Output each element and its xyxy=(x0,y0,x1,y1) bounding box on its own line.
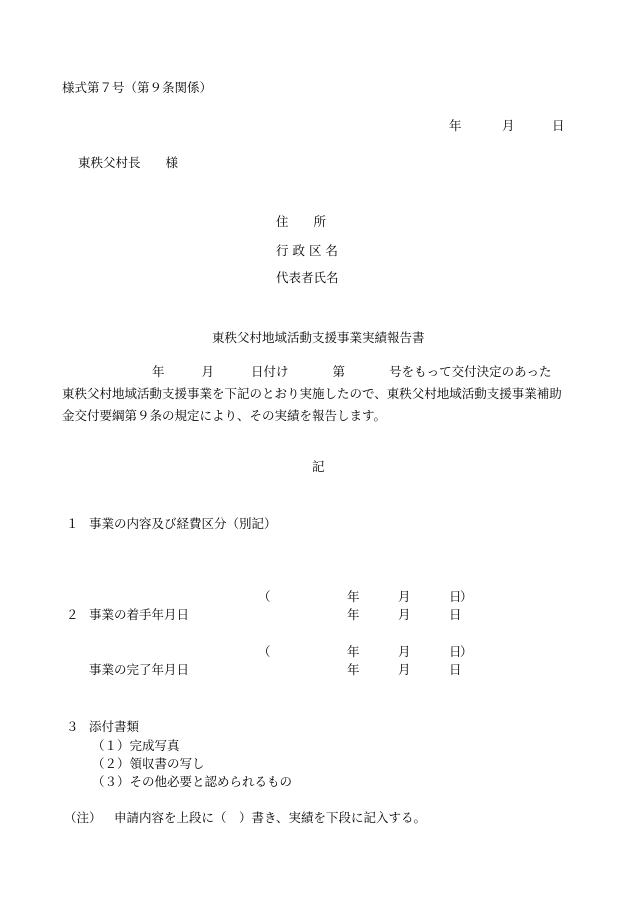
ki-mark: 記 xyxy=(312,459,325,474)
item2b-paren-open: （ xyxy=(258,644,271,659)
representative-label: 代表者氏名 xyxy=(276,270,339,285)
attachment-item-1: （１）完成写真 xyxy=(92,738,180,753)
item3-number: ３ xyxy=(66,719,79,734)
body-line-1: 年 月 日付け 第 号をもって交付決定のあった xyxy=(152,364,552,379)
body-line-2: 東秩父村地域活動支援事業を下記のとおり実施したので、東秩父村地域活動支援事業補助 xyxy=(62,386,562,401)
item1-number: １ xyxy=(66,516,79,531)
form-number: 様式第７号（第９条関係） xyxy=(62,80,213,95)
item2-paren-open: （ xyxy=(258,589,271,604)
attachment-item-2: （２）領収書の写し xyxy=(92,756,205,771)
item2-actual-year: 年 xyxy=(347,607,360,622)
item2-planned-month: 月 xyxy=(398,589,411,604)
addressee: 東秩父村長 様 xyxy=(78,155,179,170)
item2b-actual-month: 月 xyxy=(398,662,411,677)
item3-label: 添付書類 xyxy=(89,719,140,734)
item2-planned-year: 年 xyxy=(347,589,360,604)
item2-actual-day: 日 xyxy=(449,607,462,622)
item2-actual-month: 月 xyxy=(398,607,411,622)
item2-planned-day: 日 xyxy=(449,589,462,604)
district-label: 行 政 区 名 xyxy=(276,243,338,258)
item1-label: 事業の内容及び経費区分（別記） xyxy=(89,516,277,531)
item2-label: 事業の着手年月日 xyxy=(89,607,190,622)
item2b-planned-day: 日 xyxy=(449,644,462,659)
date-day-label: 日 xyxy=(552,118,565,133)
note-label: （注） xyxy=(64,810,102,825)
item2b-planned-year: 年 xyxy=(347,644,360,659)
item2b-label: 事業の完了年月日 xyxy=(89,662,190,677)
item2b-paren-close: ） xyxy=(460,644,473,659)
item2b-actual-day: 日 xyxy=(449,662,462,677)
note-text: 申請内容を上段に（ ）書き、実績を下段に記入する。 xyxy=(114,810,427,825)
item2-paren-close: ） xyxy=(460,589,473,604)
address-label: 住 所 xyxy=(276,214,327,229)
item2b-actual-year: 年 xyxy=(347,662,360,677)
attachment-item-3: （３）その他必要と認められるもの xyxy=(92,774,293,789)
item2b-planned-month: 月 xyxy=(398,644,411,659)
body-line-3: 金交付要綱第９条の規定により、その実績を報告します。 xyxy=(62,408,387,423)
document-title: 東秩父村地域活動支援事業実績報告書 xyxy=(212,330,425,345)
date-month-label: 月 xyxy=(502,118,515,133)
body-paragraph xyxy=(62,361,582,427)
item2-number: ２ xyxy=(66,607,79,622)
date-year-label: 年 xyxy=(449,118,462,133)
